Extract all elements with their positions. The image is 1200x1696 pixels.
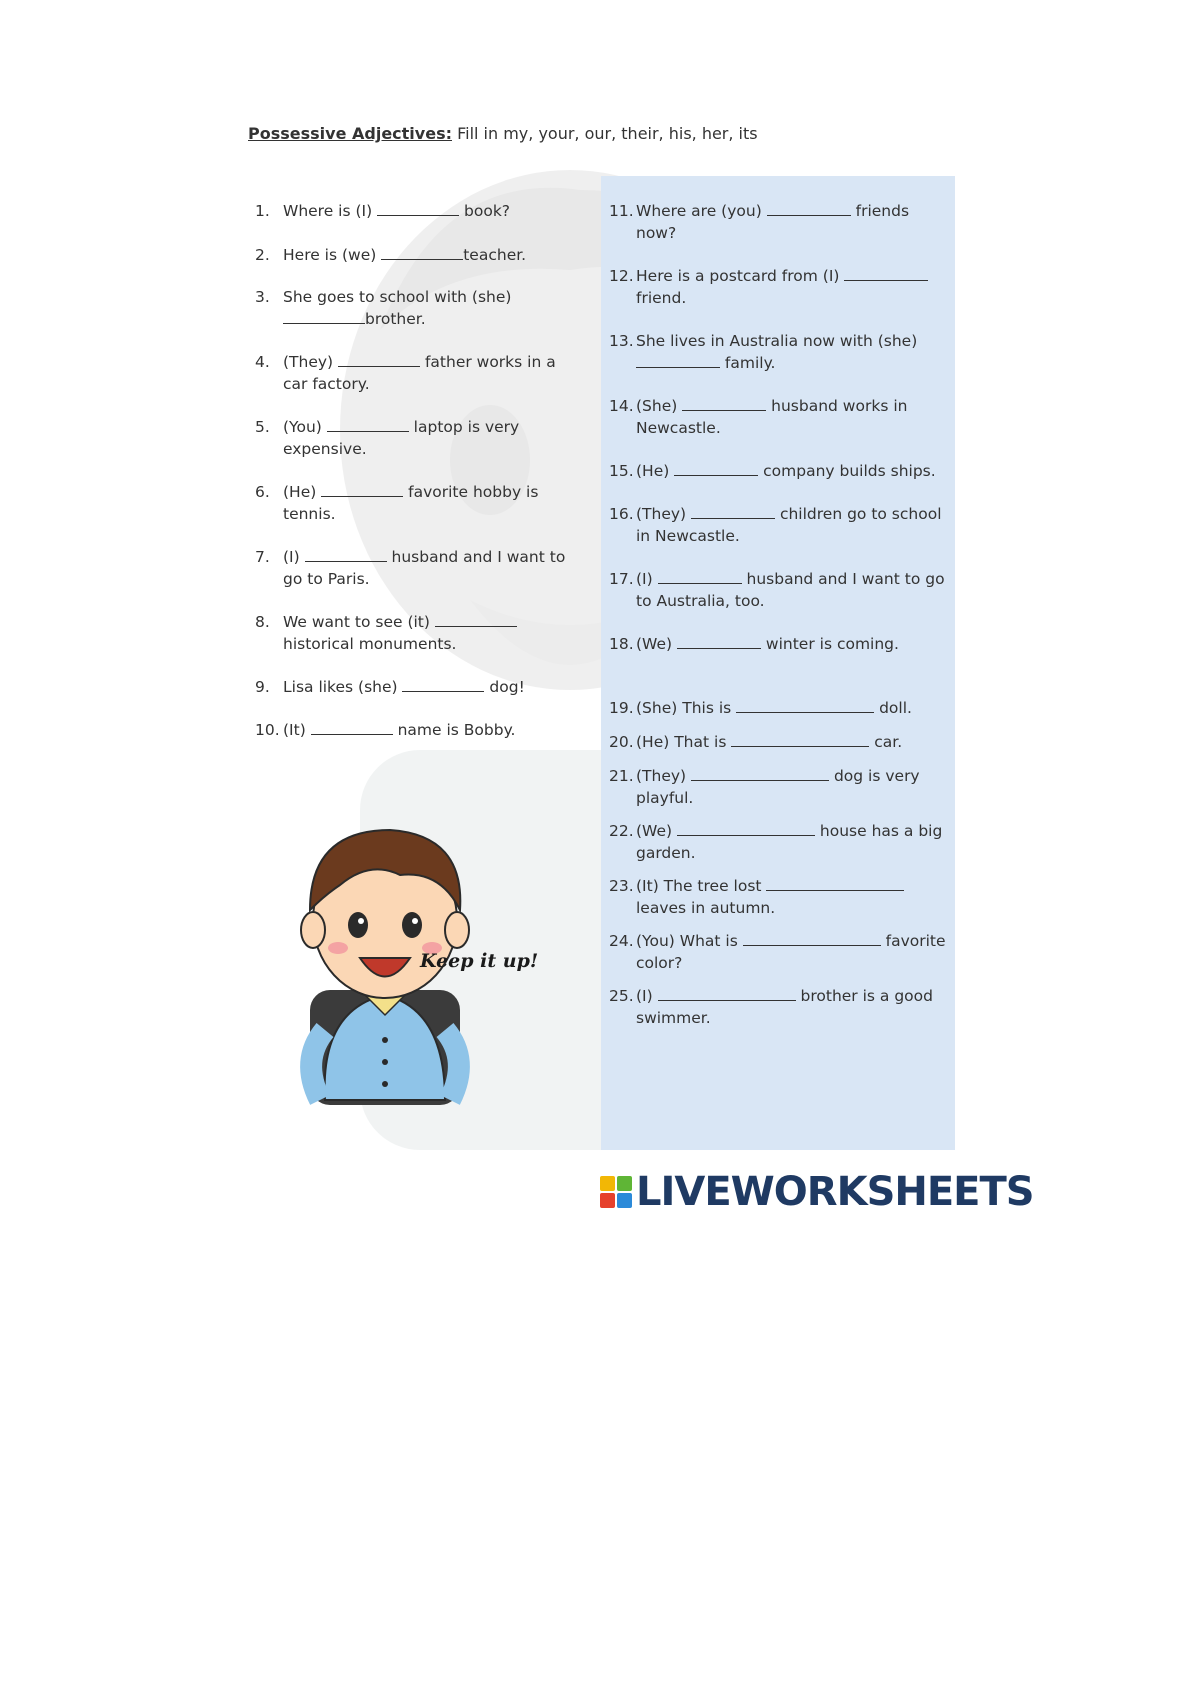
- question-text-before: We want to see (it): [283, 613, 435, 631]
- question-text: [636, 633, 954, 655]
- question-text-after: laptop is very expensive.: [283, 418, 520, 458]
- answer-blank[interactable]: [381, 245, 463, 260]
- question-item: [609, 731, 954, 753]
- question-text-before: (I): [283, 548, 305, 566]
- question-item: [255, 244, 585, 266]
- question-text: [636, 330, 954, 374]
- question-text: [283, 719, 585, 741]
- question-text-before: (He) That is: [636, 733, 732, 751]
- question-text: [283, 611, 585, 655]
- answer-blank[interactable]: [377, 201, 459, 216]
- question-number: 13.: [609, 332, 634, 350]
- question-text-after: family.: [720, 354, 776, 372]
- question-text: [636, 200, 954, 244]
- question-number: 1.: [255, 202, 270, 220]
- question-text-after: children go to school in Newcastle.: [636, 505, 942, 545]
- question-number: 23.: [609, 877, 634, 895]
- question-number: 7.: [255, 548, 270, 566]
- question-number: 2.: [255, 246, 270, 264]
- question-text-after: friends now?: [636, 202, 910, 242]
- question-text-before: (You): [283, 418, 327, 436]
- question-item: [609, 930, 954, 974]
- question-text-before: (He): [636, 462, 675, 480]
- question-text-after: brother is a good swimmer.: [636, 987, 933, 1027]
- question-text-before: Where is (I): [283, 202, 378, 220]
- question-text-after: dog!: [484, 678, 525, 696]
- answer-blank[interactable]: [677, 634, 761, 649]
- question-text-before: (It) The tree lost: [636, 877, 767, 895]
- question-item: [255, 200, 585, 222]
- question-text: [636, 985, 954, 1029]
- question-text-before: (He): [283, 483, 322, 501]
- liveworksheets-logo-icon: [598, 1172, 634, 1212]
- question-text-after: winter is coming.: [760, 635, 899, 653]
- question-number: 21.: [609, 767, 634, 785]
- answer-blank[interactable]: [736, 698, 874, 713]
- question-text-after: favorite color?: [636, 932, 946, 972]
- question-number: 3.: [255, 288, 270, 306]
- question-text-after: historical monuments.: [283, 635, 457, 653]
- question-text-after: company builds ships.: [758, 462, 936, 480]
- question-number: 15.: [609, 462, 634, 480]
- question-item: [609, 633, 954, 655]
- question-text-after: teacher.: [463, 246, 527, 264]
- question-text: [636, 503, 954, 547]
- liveworksheets-logo[interactable]: [598, 1170, 1034, 1214]
- answer-blank[interactable]: [658, 569, 742, 584]
- question-number: 8.: [255, 613, 270, 631]
- question-item: [609, 875, 954, 919]
- question-number: 19.: [609, 699, 634, 717]
- answer-blank[interactable]: [731, 732, 869, 747]
- question-item: [609, 985, 954, 1029]
- question-item: [609, 265, 954, 309]
- question-number: 25.: [609, 987, 634, 1005]
- question-text-before: (They): [636, 505, 692, 523]
- question-number: 22.: [609, 822, 634, 840]
- answer-blank[interactable]: [402, 677, 484, 692]
- question-item: [609, 503, 954, 547]
- question-item: [255, 481, 585, 525]
- question-text: [636, 697, 954, 719]
- question-text-after: book?: [459, 202, 511, 220]
- question-text: [283, 244, 585, 266]
- answer-blank[interactable]: [691, 504, 775, 519]
- question-text: [636, 765, 954, 809]
- question-text: [636, 265, 954, 309]
- question-text: [283, 546, 585, 590]
- answer-blank[interactable]: [283, 309, 365, 324]
- answer-blank[interactable]: [682, 396, 766, 411]
- question-text-before: (We): [636, 635, 677, 653]
- question-text-before: (They): [283, 353, 339, 371]
- answer-blank[interactable]: [767, 201, 851, 216]
- question-item: [609, 765, 954, 809]
- question-text: [283, 416, 585, 460]
- question-text-after: friend.: [636, 289, 687, 307]
- question-text-after: father works in a car factory.: [283, 353, 556, 393]
- question-number: 10.: [255, 721, 280, 739]
- question-text-before: (She) This is: [636, 699, 737, 717]
- question-text-after: doll.: [874, 699, 912, 717]
- question-text-before: (I): [636, 987, 658, 1005]
- question-text: [636, 930, 954, 974]
- question-number: 12.: [609, 267, 634, 285]
- answer-blank[interactable]: [435, 612, 517, 627]
- question-text: [636, 568, 954, 612]
- question-text-before: Lisa likes (she): [283, 678, 403, 696]
- question-text-before: (You) What is: [636, 932, 743, 950]
- question-text: [283, 286, 585, 330]
- answer-blank[interactable]: [691, 766, 829, 781]
- question-item: [255, 416, 585, 460]
- question-text: [283, 351, 585, 395]
- question-number: 4.: [255, 353, 270, 371]
- question-text-after: husband works in Newcastle.: [636, 397, 908, 437]
- question-number: 20.: [609, 733, 634, 751]
- question-text-after: leaves in autumn.: [636, 899, 776, 917]
- question-text: [636, 875, 954, 919]
- question-text: [636, 460, 954, 482]
- question-text-after: name is Bobby.: [392, 721, 516, 739]
- question-number: 5.: [255, 418, 270, 436]
- question-text: [636, 820, 954, 864]
- answer-blank[interactable]: [677, 821, 815, 836]
- question-text-after: favorite hobby is tennis.: [283, 483, 539, 523]
- title-instruction: Fill in my, your, our, their, his, her, its: [452, 124, 758, 143]
- answer-blank[interactable]: [321, 482, 403, 497]
- speech-bubble-text: Keep it up!: [420, 950, 539, 972]
- question-item: [255, 351, 585, 395]
- question-text-before: She goes to school with (she): [283, 288, 512, 306]
- question-number: 9.: [255, 678, 270, 696]
- question-item: [609, 820, 954, 864]
- question-item: [255, 611, 585, 655]
- question-item: [609, 697, 954, 719]
- worksheet-title: [248, 124, 758, 143]
- liveworksheets-logo-text: LIVEWORKSHEETS: [636, 1169, 1034, 1215]
- question-item: [255, 719, 585, 741]
- question-item: [609, 568, 954, 612]
- question-text-before: (We): [636, 822, 677, 840]
- question-number: 17.: [609, 570, 634, 588]
- question-number: 6.: [255, 483, 270, 501]
- question-text-before: (I): [636, 570, 658, 588]
- question-text: [283, 481, 585, 525]
- question-text-after: husband and I want to go to Paris.: [283, 548, 566, 588]
- question-text-before: She lives in Australia now with (she): [636, 332, 918, 350]
- question-text: [636, 731, 954, 753]
- question-text: [636, 395, 954, 439]
- question-text: [283, 676, 585, 698]
- question-number: 16.: [609, 505, 634, 523]
- answer-blank[interactable]: [844, 266, 928, 281]
- question-text-after: brother.: [365, 310, 426, 328]
- answer-blank[interactable]: [338, 352, 420, 367]
- answer-blank[interactable]: [636, 353, 720, 368]
- question-text-after: dog is very playful.: [636, 767, 920, 807]
- title-topic: Possessive Adjectives:: [248, 124, 452, 143]
- answer-blank[interactable]: [674, 461, 758, 476]
- question-item: [255, 286, 585, 330]
- question-text-before: (They): [636, 767, 692, 785]
- question-text-before: (It): [283, 721, 311, 739]
- question-item: [609, 330, 954, 374]
- answer-blank[interactable]: [658, 986, 796, 1001]
- question-item: [609, 395, 954, 439]
- question-text-after: car.: [869, 733, 903, 751]
- answer-blank[interactable]: [305, 547, 387, 562]
- question-item: [255, 676, 585, 698]
- answer-blank[interactable]: [743, 931, 881, 946]
- question-number: 14.: [609, 397, 634, 415]
- question-text-before: Here is (we): [283, 246, 382, 264]
- question-item: [609, 200, 954, 244]
- question-number: 18.: [609, 635, 634, 653]
- question-text: [283, 200, 585, 222]
- question-number: 11.: [609, 202, 634, 220]
- question-text-before: Where are (you): [636, 202, 767, 220]
- question-text-before: (She): [636, 397, 683, 415]
- question-item: [255, 546, 585, 590]
- question-text-after: husband and I want to go to Australia, too.: [636, 570, 945, 610]
- answer-blank[interactable]: [766, 876, 904, 891]
- question-text-after: house has a big garden.: [636, 822, 943, 862]
- answer-blank[interactable]: [311, 720, 393, 735]
- question-number: 24.: [609, 932, 634, 950]
- question-text-before: Here is a postcard from (I): [636, 267, 845, 285]
- question-item: [609, 460, 954, 482]
- answer-blank[interactable]: [327, 417, 409, 432]
